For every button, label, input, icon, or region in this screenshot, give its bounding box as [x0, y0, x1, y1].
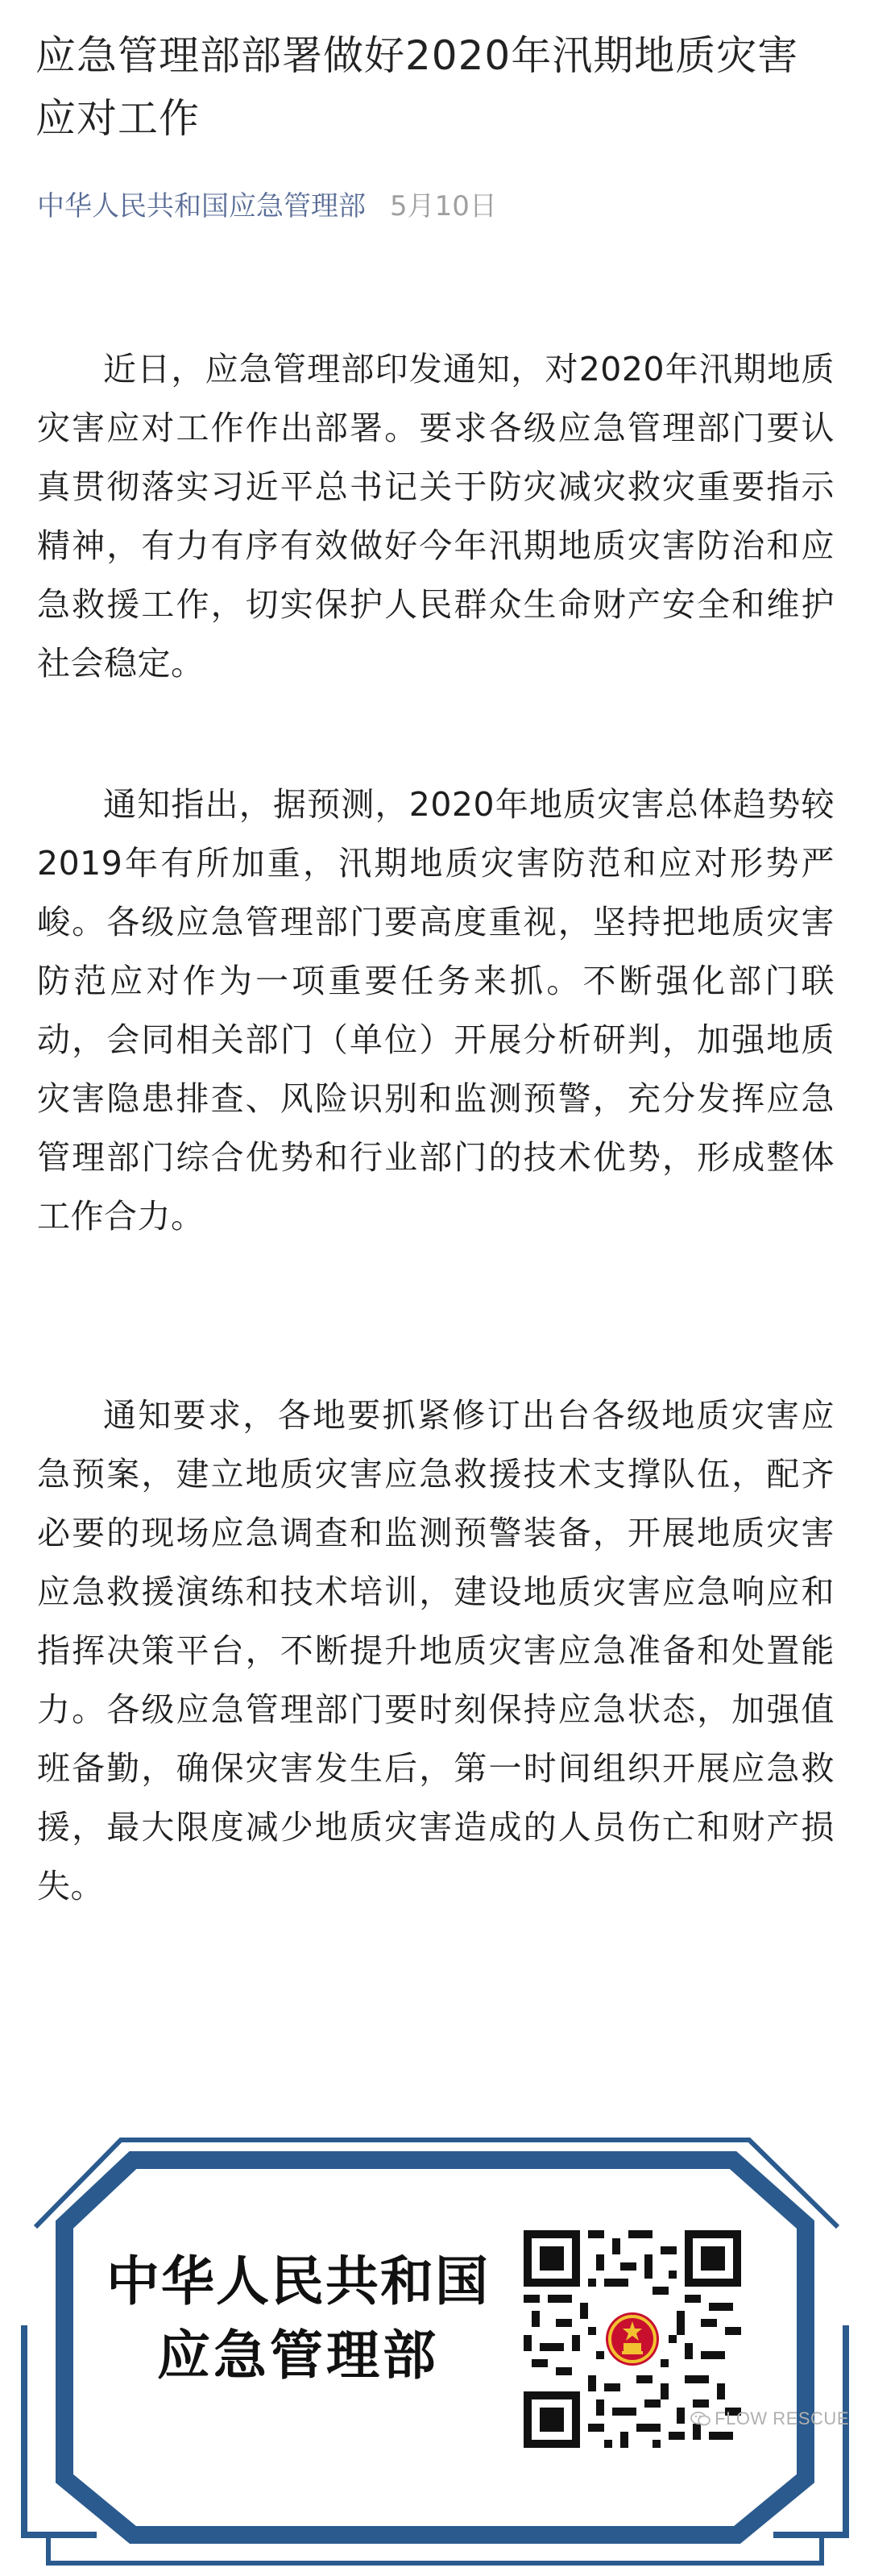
wechat-icon	[690, 2411, 711, 2427]
account-promo-banner	[0, 2084, 870, 2576]
banner-name-line2: 应急管理部	[157, 2325, 439, 2387]
publish-date: 5月10日	[390, 190, 497, 222]
article-paragraph: 近日，应急管理部印发通知，对2020年汛期地质灾害应对工作作出部署。要求各级应急管理部门要认真贯彻落实习近平总书记关于防灾减灾救灾重要指示精神，有力有序有效做好今年汛期地质灾害防治和应急救援工作，切实保护人民群众生命财产安全和维护社会稳定。	[37, 350, 835, 683]
article-paragraph: 通知指出，据预测，2020年地质灾害总体趋势较2019年有所加重，汛期地质灾害防范和应对形势严峻。各级应急管理部门要高度重视，坚持把地质灾害防范应对作为一项重要任务来抓。不断强化部门联动，会同相关部门（单位）开展分析研判，加强地质灾害隐患排查、风险识别和监测预警，充分发挥应急管理部门综合优势和行业部门的技术优势，形成整体工作合力。	[37, 785, 835, 1236]
source-watermark	[690, 2408, 849, 2429]
banner-agency-name	[97, 2245, 499, 2393]
article-meta	[37, 187, 497, 226]
account-name-link[interactable]: 中华人民共和国应急管理部	[37, 190, 366, 222]
article-paragraph: 通知要求，各地要抓紧修订出台各级地质灾害应急预案，建立地质灾害应急救援技术支撑队伍，配齐必要的现场应急调查和监测预警装备，开展地质灾害应急救援演练和技术培训，建设地质灾害应急响应和指挥决策平台，不断提升地质灾害应急准备和处置能力。各级应急管理部门要时刻保持应急状态，加强值班备勤，确保灾害发生后，第一时间组织开展应急救援，最大限度减少地质灾害造成的人员伤亡和财产损失。	[37, 1396, 835, 1905]
banner-name-line1: 中华人民共和国	[106, 2250, 490, 2312]
national-emblem-icon	[604, 2311, 661, 2367]
article-title: 应急管理部部署做好2020年汛期地质灾害应对工作	[35, 32, 799, 142]
watermark-text: FLOW RESCUE	[715, 2408, 849, 2429]
